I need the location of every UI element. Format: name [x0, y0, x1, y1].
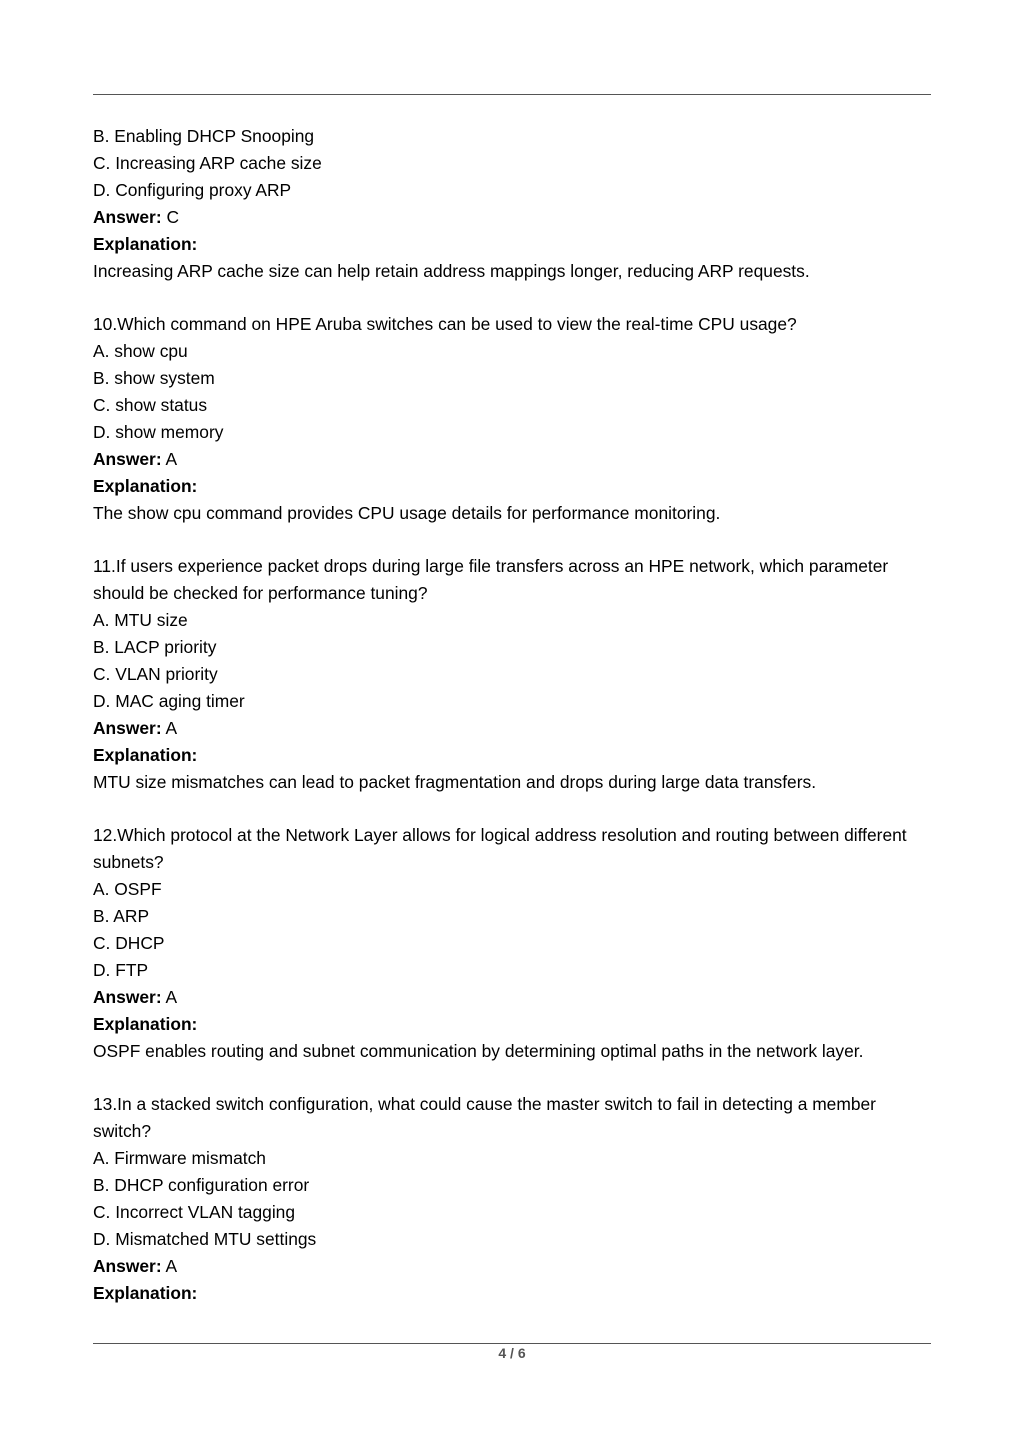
- page-number: 4 / 6: [498, 1345, 526, 1361]
- answer-value: A: [161, 1256, 178, 1276]
- option: D. show memory: [93, 422, 224, 442]
- option: C. show status: [93, 395, 208, 415]
- question-text: 12.Which protocol at the Network Layer allows for logical address resolution and routing between different subnets?: [93, 825, 907, 872]
- option: C. DHCP: [93, 933, 165, 953]
- answer-label: Answer:: [93, 449, 162, 469]
- footer-divider: [93, 1343, 931, 1344]
- explanation-label: Explanation:: [93, 1014, 198, 1034]
- answer-line: [93, 715, 933, 742]
- option: D. Mismatched MTU settings: [93, 1229, 317, 1249]
- question-block: [93, 1091, 933, 1307]
- spacer: [93, 796, 933, 822]
- question-text: 13.In a stacked switch configuration, what could cause the master switch to fail in detecting a member switch?: [93, 1094, 876, 1141]
- option: B. DHCP configuration error: [93, 1175, 310, 1195]
- option: A. OSPF: [93, 879, 162, 899]
- answer-line: [93, 446, 933, 473]
- explanation-label: Explanation:: [93, 745, 198, 765]
- answer-line: [93, 984, 933, 1011]
- question-block: [93, 553, 933, 796]
- question-block: [93, 822, 933, 1065]
- option: B. LACP priority: [93, 637, 217, 657]
- explanation-text: The show cpu command provides CPU usage details for performance monitoring.: [93, 503, 721, 523]
- option: D. MAC aging timer: [93, 691, 245, 711]
- question-text: 10.Which command on HPE Aruba switches can be used to view the real-time CPU usage?: [93, 314, 797, 334]
- explanation-text: OSPF enables routing and subnet communication by determining optimal paths in the network layer.: [93, 1041, 864, 1061]
- option: A. MTU size: [93, 610, 188, 630]
- question-block-continued: [93, 123, 933, 285]
- option: D. FTP: [93, 960, 149, 980]
- explanation-text: Increasing ARP cache size can help retain address mappings longer, reducing ARP requests.: [93, 261, 810, 281]
- explanation-label: Explanation:: [93, 234, 198, 254]
- option: C. Increasing ARP cache size: [93, 153, 322, 173]
- answer-value: A: [161, 449, 178, 469]
- question-block: [93, 311, 933, 527]
- option: B. Enabling DHCP Snooping: [93, 126, 315, 146]
- question-text: 11.If users experience packet drops during large file transfers across an HPE network, which parameter should be checked for performance tuning?: [93, 556, 889, 603]
- option: A. Firmware mismatch: [93, 1148, 266, 1168]
- header-divider: [93, 94, 931, 95]
- option: B. ARP: [93, 906, 150, 926]
- answer-label: Answer:: [93, 1256, 162, 1276]
- answer-line: [93, 204, 933, 231]
- explanation-text: MTU size mismatches can lead to packet fragmentation and drops during large data transfers.: [93, 772, 817, 792]
- document-content: [93, 123, 933, 1307]
- option: B. show system: [93, 368, 215, 388]
- answer-line: [93, 1253, 933, 1280]
- answer-value: A: [161, 987, 178, 1007]
- explanation-label: Explanation:: [93, 476, 198, 496]
- answer-value: C: [161, 207, 180, 227]
- answer-label: Answer:: [93, 207, 162, 227]
- explanation-label: Explanation:: [93, 1283, 198, 1303]
- option: C. VLAN priority: [93, 664, 218, 684]
- spacer: [93, 1065, 933, 1091]
- answer-label: Answer:: [93, 987, 162, 1007]
- spacer: [93, 285, 933, 311]
- option: D. Configuring proxy ARP: [93, 180, 292, 200]
- answer-value: A: [161, 718, 178, 738]
- answer-label: Answer:: [93, 718, 162, 738]
- option: C. Incorrect VLAN tagging: [93, 1202, 296, 1222]
- option: A. show cpu: [93, 341, 188, 361]
- spacer: [93, 527, 933, 553]
